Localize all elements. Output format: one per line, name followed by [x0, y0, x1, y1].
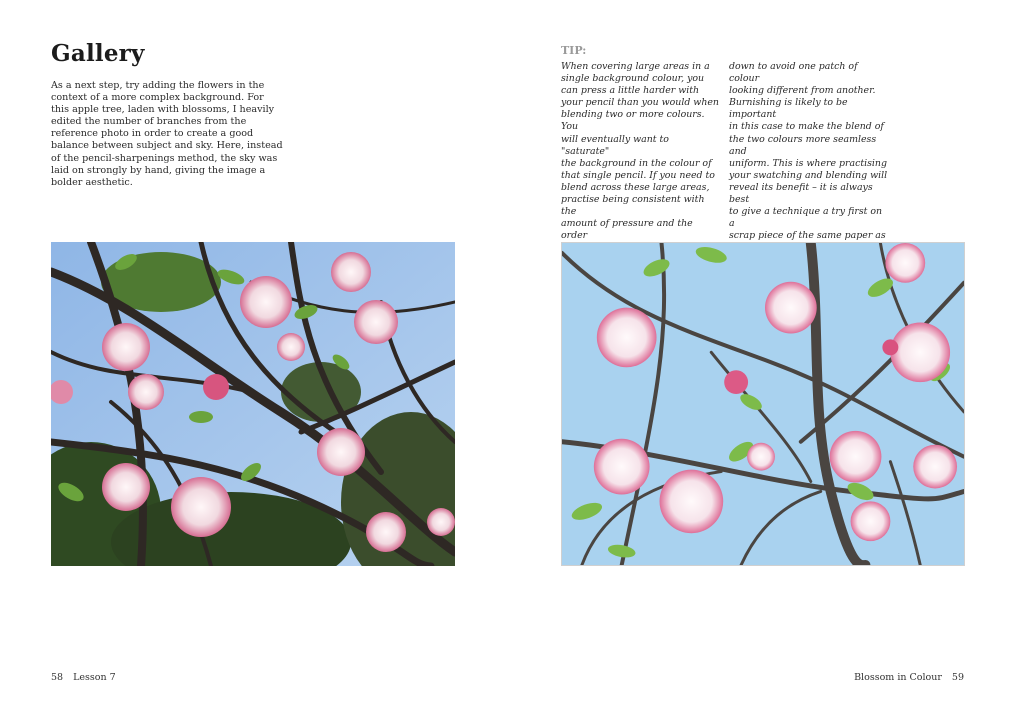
photo-image: [51, 242, 455, 566]
apple-blossom-photo-icon: [51, 242, 455, 566]
left-folio: [51, 672, 116, 683]
tip-label: TIP:: [561, 44, 587, 57]
section-title-left: Lesson 7: [73, 672, 116, 683]
tip-text-column-1: When covering large areas in a single background colour, you can press a little harder with your pencil than you would when blending two or more colours. You will eventually want to "saturate" the background in the colour of that single pencil. If you need to blend across these large areas, practise being consistent with the amount of pressure and the order: [561, 61, 719, 242]
drawing-image: [562, 243, 964, 565]
page-heading: Gallery: [51, 40, 145, 67]
apple-blossom-drawing-icon: [561, 242, 965, 566]
page-number-right: 59: [951, 672, 964, 683]
right-folio: [854, 672, 964, 683]
page-number-left: 58: [51, 672, 64, 683]
tip-text-column-2: down to avoid one patch of colour looking different from another. Burnishing is likely to be important in this case to make the blend of the two colours more seamless and uniform. This is where practising your swatching and blending will reveal its benefit – it is always best to give a technique a try first on a scrap piece of the same paper as: [729, 61, 888, 242]
intro-paragraph: As a next step, try adding the flowers in the context of a more complex background. For this apple tree, laden with blossoms, I heavily edited the number of branches from the reference photo in order to create a good balance between subject and sky. Here, instead of the pencil-sharpenings method, the sky was laid on strongly by hand, giving the image a bolder aesthetic.: [51, 80, 283, 188]
section-title-right: Blossom in Colour: [854, 672, 942, 683]
